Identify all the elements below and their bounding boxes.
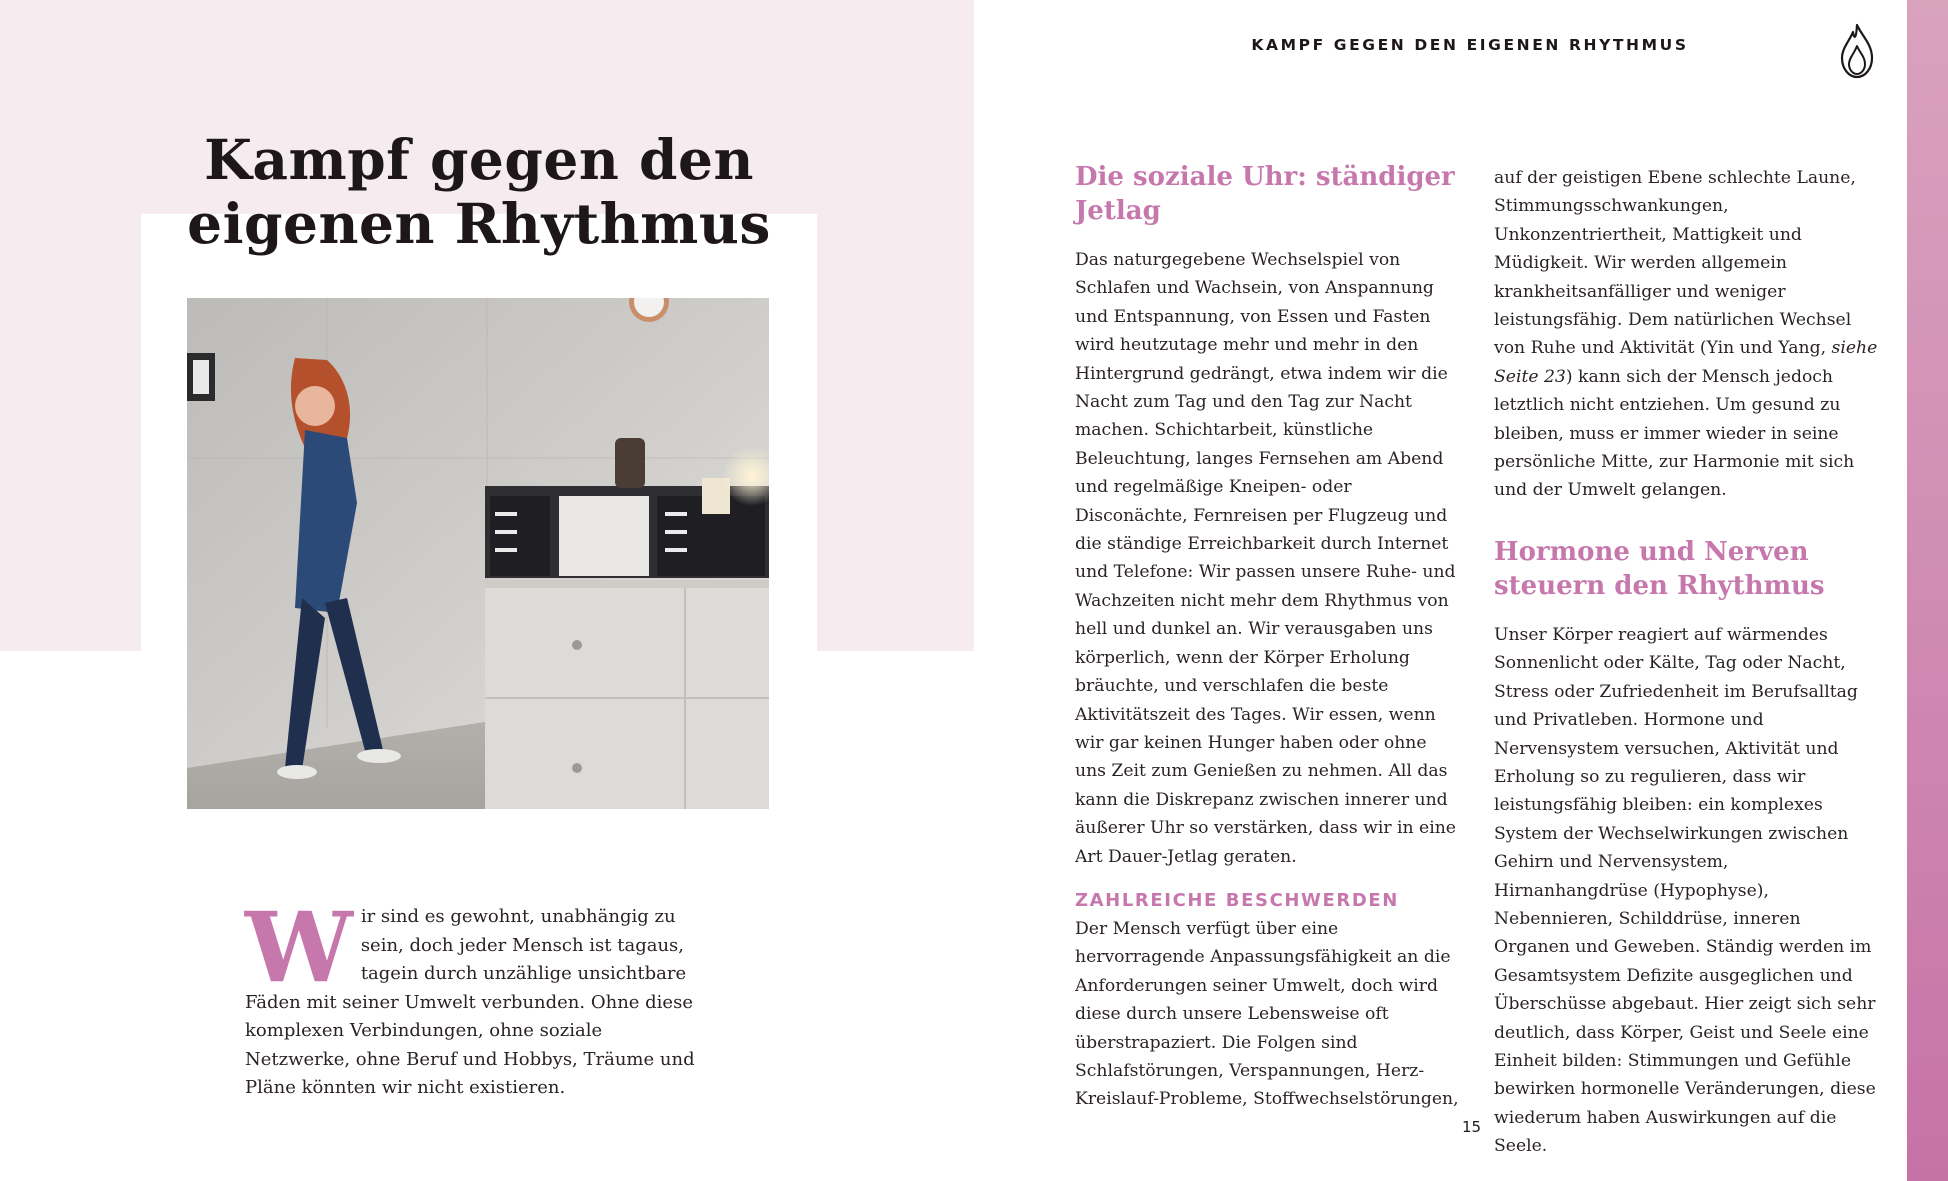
flame-icon bbox=[1838, 22, 1876, 80]
text-column-2 bbox=[1494, 164, 1879, 1161]
photo-illustration bbox=[187, 298, 769, 809]
text-column-1 bbox=[1075, 160, 1460, 1114]
section-heading-social-clock: Die soziale Uhr: ständiger Jetlag bbox=[1075, 162, 1455, 226]
paragraph-hormones: Unser Körper reagiert auf wärmendes Sonnenlicht oder Kälte, Tag oder Nacht, Stress oder Zufriedenheit im Berufsalltag und Privatleben. Hormone und Nervensystem versuchen, Aktivität und Erholung so zu regulieren, dass wir leistungsfähig bleiben: ein komplexes System der Wechselwirkungen zwischen Gehirn und Nervensystem, Hirnanhangdrüse (Hypophyse), Nebennieren, Schilddrüse, inneren Organen und Geweben. Ständig werden im Gesamtsystem Defizite ausgeglichen und Überschüsse abgebaut. Hier zeigt sich sehr deutlich, dass Körper, Geist und Seele eine Einheit bilden: Stimmungen und Gefühle bewirken hormonelle Veränderungen, diese wiederum haben Auswirkungen auf die Seele. bbox=[1494, 624, 1876, 1157]
running-head: KAMPF GEGEN DEN EIGENEN RHYTHMUS bbox=[1251, 36, 1689, 54]
paragraph-continuation bbox=[1494, 164, 1879, 505]
page-edge-color-strip bbox=[1907, 0, 1948, 1181]
continuation-text-a: auf der geistigen Ebene schlechte Laune, Stimmungsschwankungen, Unkonzentriertheit, Mattigkeit und Müdigkeit. Wir werden allgemein krankheitsanfälliger und weniger leistungsfähig. Dem natürlichen Wechsel von Ruhe und Aktivität (Yin und Yang, bbox=[1494, 168, 1856, 359]
continuation-text-b: ) kann sich der Mensch jedoch letztlich nicht entziehen. Um gesund zu bleiben, muss er immer wieder in seine persönliche Mitte, zur Harmonie mit sich und der Umwelt gelangen. bbox=[1494, 366, 1855, 501]
drop-cap: W bbox=[245, 891, 353, 1004]
subheading-complaints: ZAHLREICHE BESCHWERDEN bbox=[1075, 889, 1399, 911]
chapter-title-line2: eigenen Rhythmus bbox=[187, 191, 771, 256]
chapter-title-line1: Kampf gegen den bbox=[204, 127, 754, 192]
intro-paragraph bbox=[245, 891, 705, 1103]
photo-woman-leaning-on-wall bbox=[187, 298, 769, 809]
page-number: 15 bbox=[1462, 1118, 1482, 1136]
chapter-title bbox=[141, 128, 817, 256]
intro-text: ir sind es gewohnt, unabhängig zu sein, doch jeder Mensch ist tagaus, tagein durch unzählige unsichtbare Fäden mit seiner Umwelt verbunden. Ohne diese komplexen Verbindungen, ohne soziale Netzwerke, ohne Beruf und Hobbys, Träume und Pläne könnten wir nicht existieren. bbox=[245, 906, 695, 1098]
paragraph-social-clock: Das naturgegebene Wechselspiel von Schlafen und Wachsein, von Anspannung und Entspannung, von Essen und Fasten wird heutzutage mehr und mehr in den Hintergrund gedrängt, etwa indem wir die Nacht zum Tag und den Tag zur Nacht machen. Schichtarbeit, künstliche Beleuchtung, langes Fernsehen am Abend und regelmäßige Kneipen- oder Disconächte, Fernreisen per Flugzeug und die ständige Erreichbarkeit durch Internet und Telefone: Wir passen unsere Ruhe- und Wachzeiten nicht mehr dem Rhythmus von hell und dunkel an. Wir verausgaben uns körperlich, wenn der Körper Erholung bräuchte, und verschlafen die beste Aktivitätszeit des Tages. Wir essen, wenn wir gar keinen Hunger haben oder ohne uns Zeit zum Genießen zu nehmen. All das kann die Diskrepanz zwischen innerer und äußerer Uhr so verstärken, dass wir in eine Art Dauer-Jetlag geraten. bbox=[1075, 250, 1456, 867]
paragraph-complaints: Der Mensch verfügt über eine hervorragende Anpassungsfähigkeit an die Anforderungen seiner Umwelt, doch wird diese durch unsere Lebensweise oft überstrapaziert. Die Folgen sind Schlafstörungen, Verspannungen, Herz-Kreislauf-Probleme, Stoffwechselstörungen, bbox=[1075, 918, 1459, 1110]
section-heading-hormones: Hormone und Nerven steuern den Rhythmus bbox=[1494, 536, 1825, 601]
page-reference-link: siehe Seite 23 bbox=[1494, 338, 1878, 387]
